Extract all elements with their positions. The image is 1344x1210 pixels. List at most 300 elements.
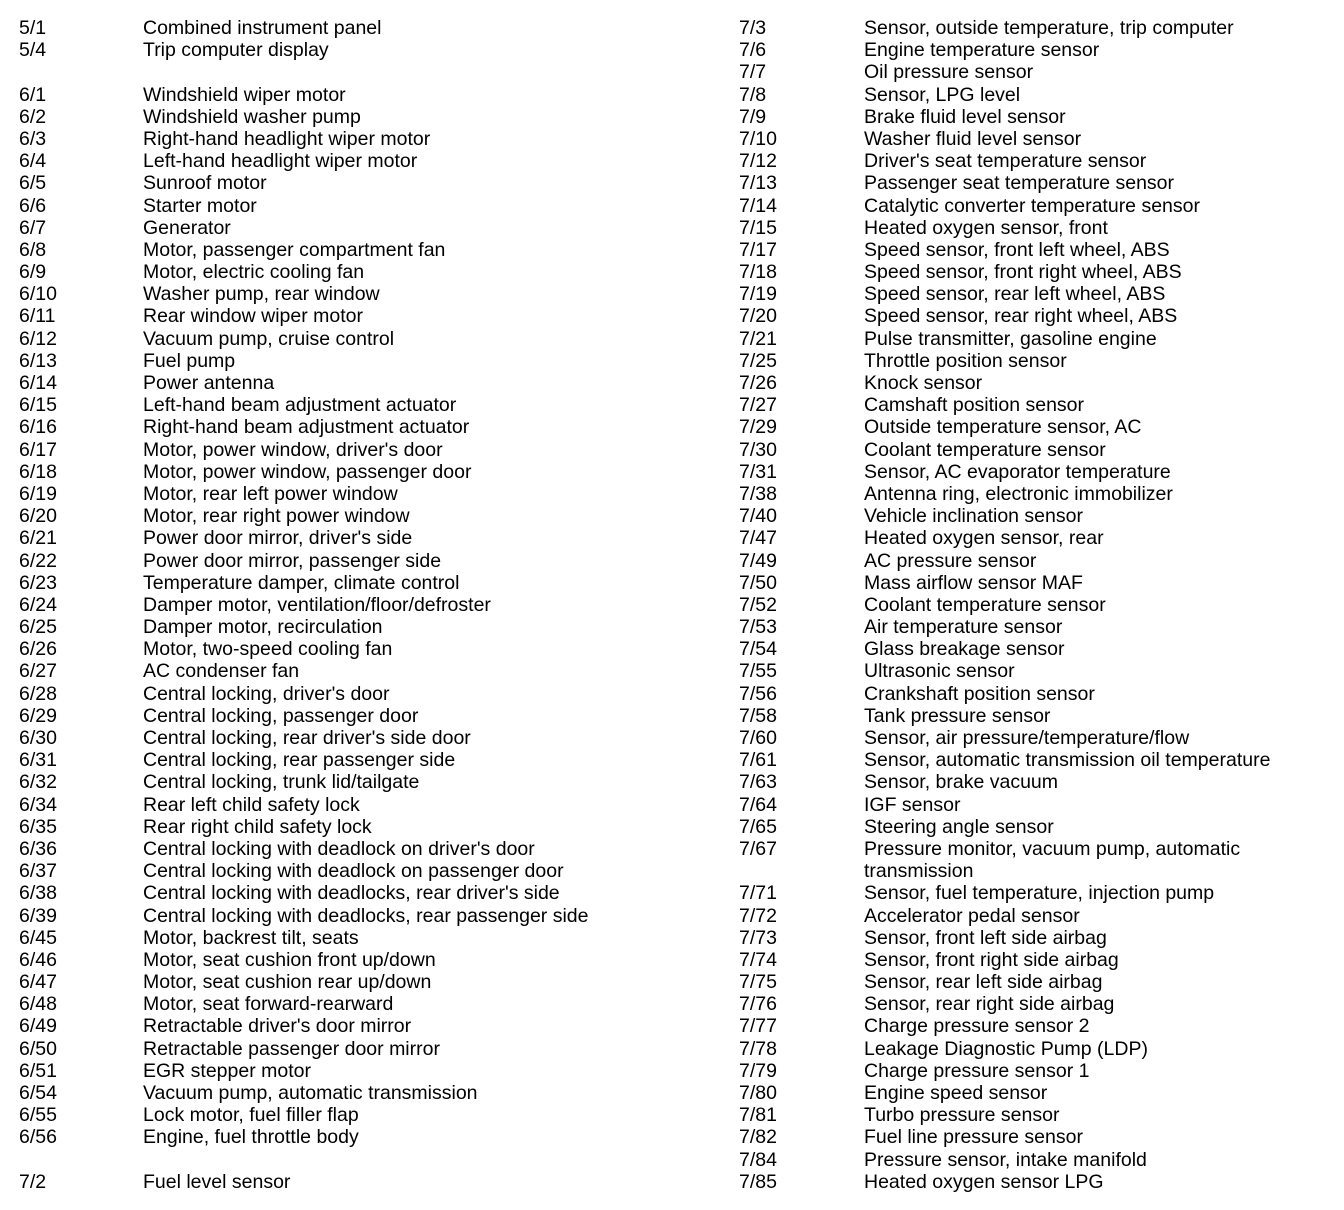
component-entry — [0, 1082, 720, 1104]
component-code: 6/49 — [19, 1015, 57, 1038]
component-code: 6/2 — [19, 105, 47, 128]
component-description: Fuel pump — [143, 349, 236, 372]
component-code: 7/21 — [739, 327, 777, 350]
component-description: Power antenna — [143, 372, 275, 394]
component-code: 6/7 — [19, 216, 47, 239]
component-description: Power door mirror, passenger side — [143, 549, 442, 572]
component-code: 5/1 — [19, 17, 47, 39]
component-description: AC pressure sensor — [864, 549, 1037, 572]
component-code: 7/6 — [739, 39, 767, 62]
component-code: 6/55 — [19, 1104, 57, 1127]
component-entry — [720, 195, 1344, 217]
right-component-column — [720, 17, 1344, 1193]
component-description: Accelerator pedal sensor — [864, 904, 1080, 927]
component-description: Sensor, automatic transmission oil temperature — [864, 749, 1271, 772]
component-description: Left-hand headlight wiper motor — [143, 150, 418, 173]
component-code: 7/47 — [739, 527, 777, 550]
component-code: 6/50 — [19, 1037, 57, 1060]
component-entry — [720, 794, 1344, 816]
component-description: Vacuum pump, automatic transmission — [143, 1082, 478, 1104]
component-code: 7/49 — [739, 549, 777, 572]
component-entry — [0, 616, 720, 638]
component-description: Steering angle sensor — [864, 815, 1054, 838]
component-code: 6/39 — [19, 904, 57, 927]
component-code: 7/10 — [739, 127, 777, 150]
component-entry — [720, 1060, 1344, 1082]
component-entry — [720, 416, 1344, 438]
component-description: Turbo pressure sensor — [864, 1104, 1060, 1127]
component-code: 6/37 — [19, 860, 57, 883]
component-description: Combined instrument panel — [143, 17, 382, 39]
component-description: Sensor, air pressure/temperature/flow — [864, 727, 1190, 749]
component-description: Driver's seat temperature sensor — [864, 150, 1147, 173]
component-entry — [0, 128, 720, 150]
component-description: Sensor, rear right side airbag — [864, 993, 1115, 1016]
component-code: 6/1 — [19, 83, 47, 106]
component-code: 7/50 — [739, 571, 777, 594]
component-entry — [0, 328, 720, 350]
component-code: 7/29 — [739, 416, 777, 439]
component-entry — [720, 1171, 1344, 1193]
component-description: Coolant temperature sensor — [864, 593, 1106, 616]
component-code: 7/79 — [739, 1059, 777, 1082]
component-description: Left-hand beam adjustment actuator — [143, 394, 457, 417]
component-description: Sensor, outside temperature, trip computer — [864, 17, 1234, 39]
component-entry — [0, 882, 720, 904]
component-code: 6/15 — [19, 394, 57, 417]
component-entry — [0, 150, 720, 172]
component-entry — [0, 39, 720, 61]
component-code: 6/12 — [19, 327, 57, 350]
component-entry — [720, 971, 1344, 993]
component-entry — [0, 394, 720, 416]
component-description: Rear window wiper motor — [143, 305, 363, 328]
component-description: Sensor, LPG level — [864, 83, 1021, 106]
component-entry — [720, 616, 1344, 638]
component-entry — [0, 106, 720, 128]
component-entry — [720, 505, 1344, 527]
component-entry — [720, 816, 1344, 838]
component-code: 6/30 — [19, 727, 57, 749]
component-description: Heated oxygen sensor, front — [864, 216, 1108, 239]
component-description: Sensor, front right side airbag — [864, 948, 1119, 971]
component-code: 7/65 — [739, 815, 777, 838]
component-description: EGR stepper motor — [143, 1059, 311, 1082]
component-code: 7/82 — [739, 1126, 777, 1149]
component-code: 7/81 — [739, 1104, 777, 1127]
component-code: 6/8 — [19, 238, 47, 261]
component-code: 7/13 — [739, 172, 777, 195]
component-description: Central locking, rear passenger side — [143, 749, 456, 772]
component-code: 6/17 — [19, 438, 57, 461]
component-entry — [0, 1015, 720, 1037]
component-code: 7/12 — [739, 150, 777, 173]
component-entry — [720, 882, 1344, 904]
component-description: Temperature damper, climate control — [143, 571, 460, 594]
component-entry — [0, 794, 720, 816]
component-entry — [720, 771, 1344, 793]
component-description: Tank pressure sensor — [864, 704, 1051, 727]
component-entry — [0, 217, 720, 239]
component-code: 6/23 — [19, 571, 57, 594]
component-description: Trip computer display — [143, 39, 329, 62]
component-entry — [720, 283, 1344, 305]
component-code: 7/26 — [739, 372, 777, 394]
component-entry — [720, 927, 1344, 949]
component-description: Right-hand headlight wiper motor — [143, 127, 431, 150]
component-entry — [720, 594, 1344, 616]
component-description: Generator — [143, 216, 231, 239]
component-entry — [0, 860, 720, 882]
component-entry — [0, 527, 720, 549]
component-code: 6/21 — [19, 527, 57, 550]
component-description: Leakage Diagnostic Pump (LDP) — [864, 1037, 1148, 1060]
component-entry — [0, 1126, 720, 1148]
component-description: Central locking, passenger door — [143, 704, 419, 727]
component-entry — [0, 550, 720, 572]
component-description: Windshield washer pump — [143, 105, 361, 128]
component-code: 6/28 — [19, 682, 57, 705]
component-code: 6/45 — [19, 926, 57, 949]
component-entry — [720, 838, 1344, 860]
component-entry — [720, 172, 1344, 194]
component-entry — [0, 239, 720, 261]
component-description: Central locking, driver's door — [143, 682, 390, 705]
component-description: Engine speed sensor — [864, 1082, 1048, 1104]
component-code: 7/80 — [739, 1082, 777, 1104]
component-entry — [0, 993, 720, 1015]
component-description: Heated oxygen sensor LPG — [864, 1170, 1104, 1193]
component-entry — [0, 305, 720, 327]
component-entry — [0, 172, 720, 194]
component-description: Heated oxygen sensor, rear — [864, 527, 1104, 550]
component-entry — [720, 84, 1344, 106]
component-code: 7/84 — [739, 1148, 777, 1171]
component-description: Glass breakage sensor — [864, 638, 1065, 661]
component-entry — [0, 416, 720, 438]
component-code: 6/31 — [19, 749, 57, 772]
component-code: 7/52 — [739, 593, 777, 616]
component-description: Sensor, brake vacuum — [864, 771, 1059, 794]
component-code: 6/56 — [19, 1126, 57, 1149]
component-entry — [720, 550, 1344, 572]
component-description: Air temperature sensor — [864, 616, 1063, 639]
component-code: 7/67 — [739, 837, 777, 860]
component-entry — [720, 905, 1344, 927]
component-entry — [0, 461, 720, 483]
component-entry — [720, 17, 1344, 39]
component-code: 7/7 — [739, 61, 767, 84]
component-entry — [0, 660, 720, 682]
component-entry — [720, 106, 1344, 128]
component-entry — [0, 350, 720, 372]
component-entry — [720, 572, 1344, 594]
component-code: 7/76 — [739, 993, 777, 1016]
component-code: 6/36 — [19, 837, 57, 860]
component-entry — [0, 727, 720, 749]
component-code: 7/56 — [739, 682, 777, 705]
component-description: Rear right child safety lock — [143, 815, 372, 838]
component-code: 7/73 — [739, 926, 777, 949]
component-entry — [720, 749, 1344, 771]
component-code: 7/31 — [739, 460, 777, 483]
component-entry — [0, 439, 720, 461]
component-description: Windshield wiper motor — [143, 83, 346, 106]
component-code: 6/11 — [19, 305, 56, 328]
component-entry — [0, 483, 720, 505]
component-code: 7/3 — [739, 17, 767, 39]
component-code: 6/54 — [19, 1082, 57, 1104]
component-code: 6/34 — [19, 793, 57, 816]
component-code: 7/27 — [739, 394, 777, 417]
component-entry — [0, 283, 720, 305]
component-description: Rear left child safety lock — [143, 793, 360, 816]
component-code: 6/24 — [19, 593, 57, 616]
component-entry — [720, 239, 1344, 261]
component-code: 7/20 — [739, 305, 777, 328]
component-description: Charge pressure sensor 2 — [864, 1015, 1090, 1038]
component-entry — [720, 483, 1344, 505]
component-entry — [720, 705, 1344, 727]
component-description: Motor, rear right power window — [143, 505, 410, 528]
component-description: Sunroof motor — [143, 172, 267, 195]
component-code: 7/64 — [739, 793, 777, 816]
component-entry — [720, 727, 1344, 749]
component-entry — [0, 705, 720, 727]
component-description: Speed sensor, front left wheel, ABS — [864, 238, 1170, 261]
component-entry — [0, 1104, 720, 1126]
component-entry — [720, 461, 1344, 483]
component-entry — [0, 505, 720, 527]
component-code: 6/5 — [19, 172, 47, 195]
component-entry — [720, 993, 1344, 1015]
component-code: 7/30 — [739, 438, 777, 461]
component-code: 6/20 — [19, 505, 57, 528]
component-entry — [0, 84, 720, 106]
component-entry — [720, 39, 1344, 61]
component-code: 6/46 — [19, 948, 57, 971]
component-code: 7/53 — [739, 616, 777, 639]
component-entry — [720, 860, 1344, 882]
component-description: Motor, passenger compartment fan — [143, 238, 446, 261]
component-entry — [720, 350, 1344, 372]
component-description: Crankshaft position sensor — [864, 682, 1095, 705]
component-entry — [0, 17, 720, 39]
component-description: transmission — [864, 860, 974, 883]
component-entry — [720, 1038, 1344, 1060]
component-code: 7/72 — [739, 904, 777, 927]
component-description: IGF sensor — [864, 793, 961, 816]
component-code: 6/38 — [19, 882, 57, 905]
component-description: Washer fluid level sensor — [864, 127, 1082, 150]
component-code: 7/71 — [739, 882, 777, 905]
component-entry — [720, 638, 1344, 660]
component-entry — [720, 527, 1344, 549]
component-entry — [0, 61, 720, 83]
component-description: Central locking with deadlocks, rear driver's side — [143, 882, 560, 905]
component-description: Damper motor, ventilation/floor/defroster — [143, 593, 491, 616]
component-code: 7/63 — [739, 771, 777, 794]
component-code: 7/2 — [19, 1170, 47, 1193]
component-description: Central locking, rear driver's side door — [143, 727, 471, 749]
component-description: Fuel level sensor — [143, 1170, 291, 1193]
component-description: Motor, seat cushion front up/down — [143, 948, 436, 971]
component-entry — [0, 971, 720, 993]
component-code: 5/4 — [19, 39, 47, 62]
component-description: Retractable driver's door mirror — [143, 1015, 412, 1038]
component-description: Throttle position sensor — [864, 349, 1067, 372]
component-description: Washer pump, rear window — [143, 283, 380, 306]
component-code: 7/55 — [739, 660, 777, 683]
component-description: Camshaft position sensor — [864, 394, 1085, 417]
component-code: 6/25 — [19, 616, 57, 639]
component-description: Central locking with deadlocks, rear passenger side — [143, 904, 589, 927]
component-entry — [720, 1149, 1344, 1171]
component-description: Vehicle inclination sensor — [864, 505, 1083, 528]
component-entry — [720, 1082, 1344, 1104]
component-code: 7/8 — [739, 83, 767, 106]
component-code: 7/85 — [739, 1170, 777, 1193]
component-code: 7/25 — [739, 349, 777, 372]
component-entry — [720, 372, 1344, 394]
component-description: Engine temperature sensor — [864, 39, 1100, 62]
component-description: Central locking with deadlock on driver's door — [143, 837, 535, 860]
component-code: 7/60 — [739, 727, 777, 749]
component-code: 6/48 — [19, 993, 57, 1016]
component-entry — [720, 949, 1344, 971]
component-description: Sensor, rear left side airbag — [864, 971, 1103, 994]
component-description: Speed sensor, rear right wheel, ABS — [864, 305, 1178, 328]
component-description: AC condenser fan — [143, 660, 300, 683]
component-description: Lock motor, fuel filler flap — [143, 1104, 359, 1127]
component-description: Speed sensor, front right wheel, ABS — [864, 261, 1182, 284]
component-code: 7/61 — [739, 749, 777, 772]
component-description: Starter motor — [143, 194, 257, 217]
component-description: Motor, rear left power window — [143, 482, 398, 505]
component-entry — [0, 1171, 720, 1193]
component-code: 6/14 — [19, 372, 57, 394]
component-code: 6/22 — [19, 549, 57, 572]
component-description: Motor, backrest tilt, seats — [143, 926, 359, 949]
component-description: Passenger seat temperature sensor — [864, 172, 1175, 195]
component-entry — [0, 1060, 720, 1082]
component-code: 7/15 — [739, 216, 777, 239]
component-code: 6/4 — [19, 150, 47, 173]
component-code: 6/35 — [19, 815, 57, 838]
component-entry — [720, 439, 1344, 461]
component-description: Outside temperature sensor, AC — [864, 416, 1142, 439]
component-description: Mass airflow sensor MAF — [864, 571, 1083, 594]
component-code: 7/18 — [739, 261, 777, 284]
component-description: Fuel line pressure sensor — [864, 1126, 1083, 1149]
component-description: Vacuum pump, cruise control — [143, 327, 395, 350]
component-entry — [720, 683, 1344, 705]
component-description: Engine, fuel throttle body — [143, 1126, 359, 1149]
component-entry — [720, 1126, 1344, 1148]
component-entry — [720, 660, 1344, 682]
component-code: 7/75 — [739, 971, 777, 994]
component-description: Sensor, AC evaporator temperature — [864, 460, 1171, 483]
component-description: Right-hand beam adjustment actuator — [143, 416, 470, 439]
component-description: Catalytic converter temperature sensor — [864, 194, 1200, 217]
component-description: Central locking with deadlock on passenger door — [143, 860, 564, 883]
component-description: Motor, seat cushion rear up/down — [143, 971, 432, 994]
component-description: Knock sensor — [864, 372, 983, 394]
component-code: 6/26 — [19, 638, 57, 661]
component-description: Power door mirror, driver's side — [143, 527, 413, 550]
component-description: Coolant temperature sensor — [864, 438, 1106, 461]
component-entry — [0, 905, 720, 927]
component-entry — [0, 195, 720, 217]
component-entry — [720, 394, 1344, 416]
component-code: 6/13 — [19, 349, 57, 372]
component-entry — [0, 949, 720, 971]
component-code: 7/40 — [739, 505, 777, 528]
component-description: Antenna ring, electronic immobilizer — [864, 482, 1173, 505]
component-entry — [720, 150, 1344, 172]
component-entry — [720, 128, 1344, 150]
left-component-column — [0, 17, 720, 1193]
component-description: Motor, electric cooling fan — [143, 261, 365, 284]
component-entry — [720, 1104, 1344, 1126]
component-entry — [0, 1038, 720, 1060]
component-entry — [720, 305, 1344, 327]
component-entry — [720, 1015, 1344, 1037]
component-code: 7/78 — [739, 1037, 777, 1060]
component-code: 7/14 — [739, 194, 777, 217]
component-code: 6/29 — [19, 704, 57, 727]
component-code: 7/74 — [739, 948, 777, 971]
component-description: Motor, power window, passenger door — [143, 460, 472, 483]
component-entry — [720, 261, 1344, 283]
component-code: 6/10 — [19, 283, 57, 306]
component-description: Pressure sensor, intake manifold — [864, 1148, 1147, 1171]
component-entry — [0, 1149, 720, 1171]
component-code: 7/9 — [739, 105, 767, 128]
component-description: Speed sensor, rear left wheel, ABS — [864, 283, 1166, 306]
component-code: 6/19 — [19, 482, 57, 505]
component-code: 6/6 — [19, 194, 47, 217]
component-entry — [0, 683, 720, 705]
component-entry — [0, 261, 720, 283]
component-entry — [720, 217, 1344, 239]
component-code: 6/27 — [19, 660, 57, 683]
component-code: 7/58 — [739, 704, 777, 727]
component-description: Pressure monitor, vacuum pump, automatic — [864, 837, 1241, 860]
component-entry — [0, 372, 720, 394]
component-description: Oil pressure sensor — [864, 61, 1034, 84]
component-entry — [0, 594, 720, 616]
component-code: 6/32 — [19, 771, 57, 794]
component-description: Motor, power window, driver's door — [143, 438, 443, 461]
component-code: 6/3 — [19, 127, 47, 150]
component-entry — [0, 771, 720, 793]
component-description: Central locking, trunk lid/tailgate — [143, 771, 420, 794]
component-description: Charge pressure sensor 1 — [864, 1059, 1090, 1082]
component-description: Brake fluid level sensor — [864, 105, 1066, 128]
component-entry — [0, 927, 720, 949]
component-description: Pulse transmitter, gasoline engine — [864, 327, 1157, 350]
component-code: 6/51 — [19, 1059, 57, 1082]
component-code: 6/9 — [19, 261, 47, 284]
component-description: Motor, two-speed cooling fan — [143, 638, 393, 661]
component-code: 6/16 — [19, 416, 57, 439]
component-code: 7/19 — [739, 283, 777, 306]
component-description: Damper motor, recirculation — [143, 616, 383, 639]
component-code: 7/54 — [739, 638, 777, 661]
component-code: 7/38 — [739, 482, 777, 505]
component-entry — [0, 749, 720, 771]
